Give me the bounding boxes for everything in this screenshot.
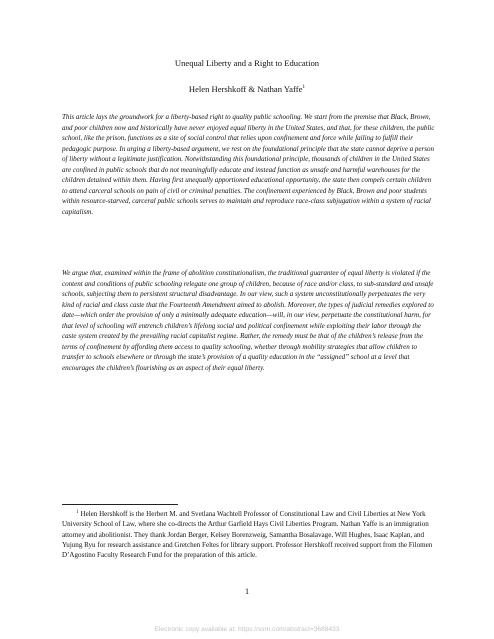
author-footnote [62,509,436,560]
author-names: Helen Hershkoff & Nathan Yaffe [188,84,303,94]
author-footnote-marker[interactable]: 1 [302,84,306,91]
abstract-paragraph-1: This article lays the groundwork for a liberty-based right to quality public schooling. We start from the premise that Black, Brown, and poor children now and historically have never enjoyed equal liberty in the United States, and that, for these children, the public school, like the prison, functions as a site of social control that relies upon confinement and force while failing to fulfill their pedagogic purpose. In urging a liberty-based argument, we rest on the foundational principle that the state cannot deprive a person of liberty without a legitimate justification. Notwithstanding this foundational principle, thousands of children in the United States are confined in public schools that do not meaningfully educate and instead function as unsafe and harmful warehouses for the children detained within them. Having first unequally apportioned educational opportunity, the state then compels certain children to attend carceral schools on pain of civil or criminal penalties. The confinement experienced by Black, Brown and poor students within resource-starved, carceral public schools serves to maintain and reproduce race-class subjugation within a system of racial capitalism. [62,113,435,216]
footnote-divider [62,504,178,505]
paper-title: Unequal Liberty and a Right to Education [174,58,320,68]
footnote-text: Helen Hershkoff is the Herbert M. and Svetlana Wachtell Professor of Constitutional Law and Civil Liberties at New York University School of Law, where she co-directs the Arthur Garfield Hays Civil Liberties Program. Nathan Yaffe is an immigration attorney and abolitionist. They thank Jordan Berger, Kelsey Borenzweig, Samantha Bosalavage, Will Hughes, Isaac Kaplan, and Yujung Ryu for research assistance and Gretchen Feltes for library support. Professor Hershkoff received support from the Filomen D’Agostino Faculty Research Fund for the preparation of this article. [62,510,433,560]
page-number: 1 [244,587,250,596]
footnote-marker: 1 [76,509,79,515]
ssrn-download-notice[interactable]: Electronic copy available at: https://ssrn.com/abstract=3688433 [154,626,340,633]
author-line [0,84,494,95]
abstract-paragraph-2: We argue that, examined within the frame of abolition constitutionalism, the traditional guarantee of equal liberty is violated if the content and conditions of public schooling relegate one group of children, because of race and/or class, to sub-standard and unsafe schools, subjecting them to persistent structural disadvantage. In our view, such a system unconstitutionally perpetuates the very kind of racial and class caste that the Fourteenth Amendment aimed to abolish. Moreover, the types of judicial remedies explored to date—which order the provision of only a minimally adequate education—will, in our view, perpetuate the constitutional harm, for that level of schooling will entrench children’s lifelong social and political confinement while exploiting their labor through the caste system created by the prevailing racial capitalist regime. Rather, the remedy must be that of the children’s release from the terms of confinement by affording them access to quality schooling, whether through mobility strategies that allow children to transfer to schools elsewhere or through the state’s provision of a quality education in the “assigned” school at a level that encourages the children’s flourishing as an aspect of their equal liberty. [62,269,434,372]
